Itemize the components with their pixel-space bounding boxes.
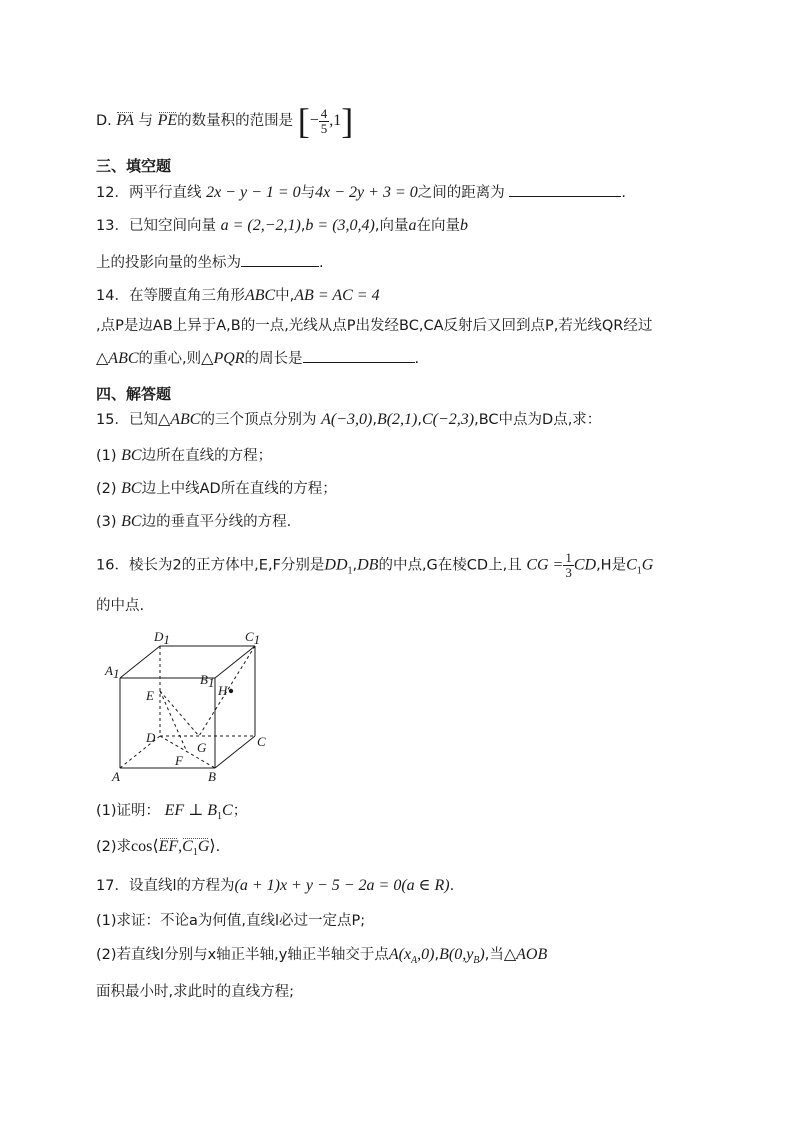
label-e: E (146, 688, 154, 703)
question-15-part3: (3) BC边的垂直平分线的方程. (96, 513, 292, 530)
label-c: C (257, 734, 266, 749)
question-15-part1: (1) BC边所在直线的方程； (96, 447, 273, 464)
label-a: A (112, 769, 120, 784)
label-b1: B1 (200, 672, 215, 690)
question-14-line3: △ABC的重心,则△PQR的周长是 . (96, 347, 714, 369)
question-16-part1: (1)证明： EF ⊥ $B_1C$； (96, 802, 248, 822)
question-14: 14．在等腰直角三角形ABC中,AB = AC = 4 (96, 287, 380, 304)
question-16: 16．棱长为2的正方体中,E,F分别是$DD_1,DB$的中点,G在棱CD上,且 CG = $\frac{1}{3}$ CD,H是$C_1G$ (96, 550, 654, 580)
answer-blank[interactable] (303, 347, 415, 363)
label-h: H (218, 683, 228, 698)
option-d: D. PA 与 PE的数量积的范围是 [− $\frac{4}{5}$ ,1] (96, 101, 354, 141)
fraction-1-3: $\frac{1}{3}$ (565, 550, 572, 580)
answer-blank[interactable] (241, 251, 319, 267)
question-15: 15．已知△ABC的三个顶点分别为 A(−3,0),B(2,1),C(−2,3),BC中点为D点,求： (96, 411, 602, 428)
question-13: 13．已知空间向量 a = (2,−2,1),b = (3,0,4),向量a在向量b (96, 217, 468, 234)
question-17-part2-line2: 面积最小时,求此时的直线方程; (96, 984, 294, 1000)
question-13-line2: 上的投影向量的坐标为 . (96, 251, 714, 273)
vector-pa: PA (116, 112, 134, 129)
label-b: B (208, 769, 216, 784)
question-15-part2: (2) BC边上中线AD所在直线的方程； (96, 480, 337, 497)
label-d: D (146, 730, 156, 745)
question-17-part1: (1)求证：不论a为何值,直线l必过一定点P; (96, 913, 366, 929)
question-14-line2: ,点P是边AB上异于A,B的一点,光线从点P出发经BC,CA反射后又回到点P,若光线QR经过 (96, 318, 653, 334)
label-f: F (175, 753, 183, 768)
question-16-part2: (2)求$\cos⟨EF,C_1G⟩$. (96, 837, 714, 863)
section-title-answer: 四、解答题 (96, 385, 172, 403)
answer-blank[interactable] (509, 181, 621, 197)
section-title-fill-in: 三、填空题 (96, 157, 172, 175)
question-17-part2: (2)若直线l分别与x轴正半轴,y轴正半轴交于点$A(x_A,0),B(0,y_B)$,当△AOB (96, 946, 548, 966)
vector-pe: PE (157, 112, 178, 129)
vertex-labels (104, 629, 266, 784)
question-12: 12．两平行直线 2x − y − 1 = 0与4x − 2y + 3 = 0之间的距离为 . (96, 181, 714, 203)
fraction-4-5: $\frac{4}{5}$ (320, 105, 328, 136)
question-16-line2: 的中点. (96, 598, 145, 614)
label-a1: A1 (105, 663, 120, 681)
point-h-marker (229, 689, 233, 693)
label-c1: C1 (245, 629, 261, 647)
question-17: 17．设直线l的方程为(a + 1)x + y − 5 − 2a = 0(a ∈ R). (96, 877, 455, 894)
vector-c1g: $C_1G$ (182, 837, 209, 863)
vector-ef: EF (158, 838, 179, 855)
label-d1: D1 (154, 629, 170, 647)
label-g: G (197, 740, 207, 755)
cube-diagram (100, 628, 280, 788)
